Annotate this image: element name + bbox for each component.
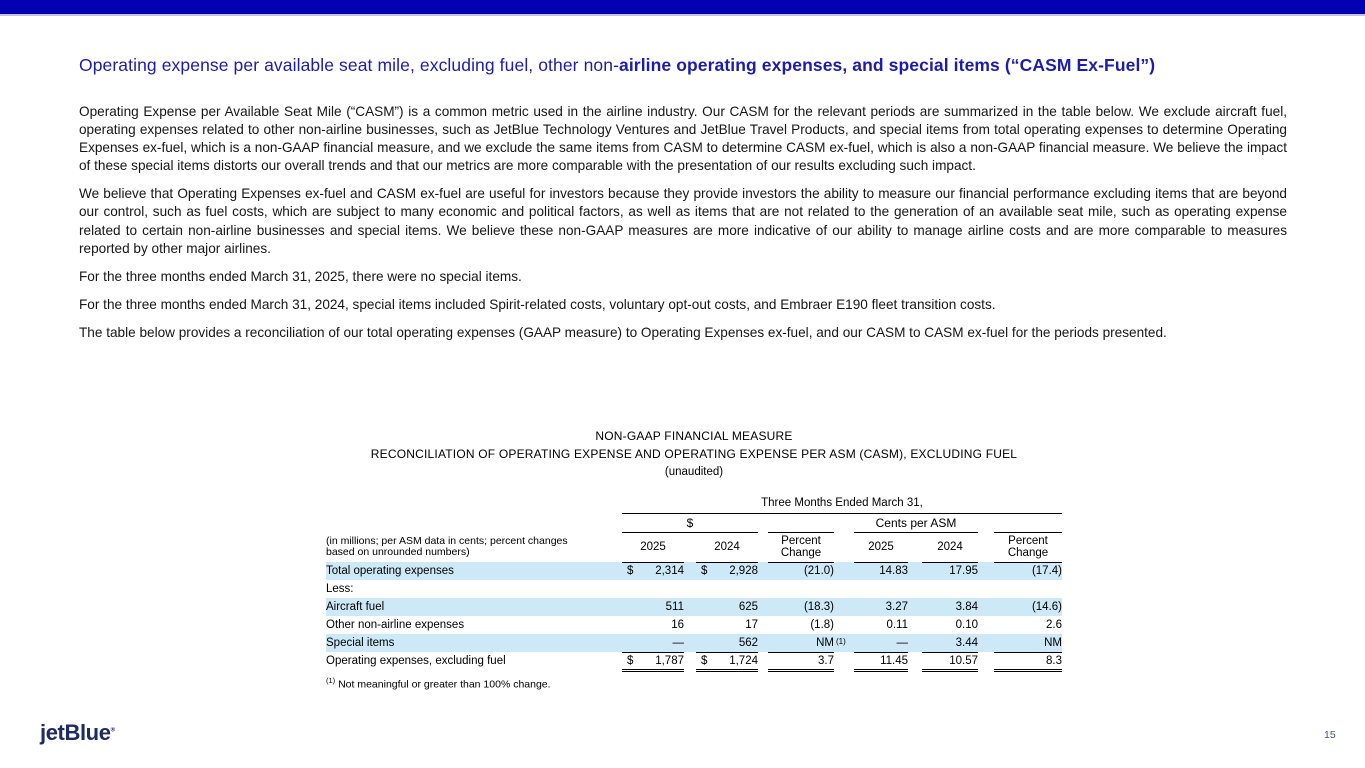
dollar-sign: $ — [627, 565, 634, 578]
page-title-regular: Operating expense per available seat mile, excluding fuel, other non- — [79, 55, 619, 75]
cell-cents-2025: 14.83 — [879, 565, 908, 578]
row-operating-expenses-excluding-fuel — [326, 652, 1062, 670]
row-special-items — [326, 634, 1062, 652]
page-title — [79, 54, 1287, 77]
col-header-dollar-2024: 2024 — [696, 532, 758, 562]
cell-dollar-2024: $ 1,724 — [696, 652, 758, 670]
table-title-unaudited: (unaudited) — [664, 466, 724, 478]
cell-dollar-2024: 562 — [696, 634, 758, 652]
percent-change-rule-2 — [994, 513, 1062, 532]
row-label: Other non-airline expenses — [326, 619, 465, 631]
cell-dollar-2024: $ 2,928 — [701, 565, 758, 578]
cell-cents-2025: — — [854, 634, 908, 652]
slide-content — [0, 16, 1365, 342]
table-title-line2: RECONCILIATION OF OPERATING EXPENSE AND OPERATING EXPENSE PER ASM (CASM), EXCLUDING FUEL — [370, 447, 1018, 461]
table-units-note — [326, 532, 622, 562]
top-accent-bar — [0, 0, 1365, 16]
col-header-percent-change-dollar: Percent Change — [768, 532, 834, 562]
dollar-sign: $ — [701, 654, 708, 667]
col-header-cents-2024: 2024 — [922, 532, 978, 562]
units-note-line2: based on unrounded numbers) — [326, 546, 470, 558]
cell-percent-change-cents: NM — [994, 634, 1062, 652]
cell-percent-change-dollar: (1.8) — [810, 619, 834, 631]
cell-cents-2024: 10.57 — [922, 652, 978, 670]
cents-per-asm-group-header: Cents per ASM — [854, 513, 978, 532]
paragraph-table-intro: The table below provides a reconciliation of our total operating expenses (GAAP measure) to Operating Expenses ex-fuel, and our CASM to CASM ex-fuel for the periods presented. — [79, 324, 1167, 340]
page-number: 15 — [1324, 729, 1336, 741]
row-label: Aircraft fuel — [326, 601, 385, 613]
jetblue-logo: jetBlue® — [40, 720, 115, 745]
paragraph-investor-usefulness: We believe that Operating Expenses ex-fuel and CASM ex-fuel are useful for investors because they provide investors the ability to measure our financial performance excluding items that are beyond our control, such as fuel costs, which are subject to many economic and political factors, as well as items that are not related to the generation of an available seat mile, such as operating expense related to certain non-airline businesses and special items. We believe these non-GAAP measures are more indicative of our ability to manage airline costs and are more comparable to measures reported by other major airlines. — [79, 186, 1287, 256]
cell-dollar-2024: 625 — [738, 601, 758, 613]
table-header-group-row — [326, 513, 1062, 532]
paragraph-casm-definition: Operating Expense per Available Seat Mile (“CASM”) is a common metric used in the airline industry. Our CASM for the relevant periods are summarized in the table below. We exclude aircraft fuel, operating expenses related to other non-airline businesses, such as JetBlue Technology Ventures and JetBlue Travel Products, and special items from total operating expenses to determine Operating Expenses ex-fuel, which is a non-GAAP financial measure, and we exclude the same items from CASM to determine CASM ex-fuel, which is also a non-GAAP financial measure. We believe the impact of these special items distorts our overall trends and that our metrics are more comparable with the presentation of our results excluding such impact. — [79, 104, 1287, 174]
row-label: Less: — [326, 583, 354, 595]
paragraph-2024-special-items: For the three months ended March 31, 2024, special items included Spirit-related costs, voluntary opt-out costs, and Embraer E190 fleet transition costs. — [79, 296, 996, 312]
cell-dollar-2025: 16 — [671, 619, 684, 631]
registered-mark: ® — [110, 727, 115, 734]
reconciliation-table — [326, 493, 1062, 672]
table-header-span-row — [326, 493, 1062, 513]
row-label: Total operating expenses — [326, 565, 454, 577]
table-footnote: $^{(1)}$ Not meaningful or greater than 100% change. — [326, 675, 551, 690]
row-total-operating-expenses — [326, 562, 1062, 580]
table-title-line1: NON-GAAP FINANCIAL MEASURE — [595, 429, 793, 443]
cell-dollar-2025: $ 1,787 — [622, 652, 684, 670]
row-aircraft-fuel — [326, 598, 1062, 616]
cell-cents-2025: 11.45 — [854, 652, 908, 670]
row-other-non-airline-expenses — [326, 616, 1062, 634]
cell-percent-change-dollar: (21.0) — [803, 565, 834, 578]
dollar-group-header: $ — [622, 513, 758, 532]
footnote-marker: (1) — [836, 637, 846, 646]
table-header-year-row — [326, 532, 1062, 562]
header-spacer — [326, 493, 622, 513]
cell-percent-change-dollar: 3.7 — [768, 652, 834, 670]
three-months-header: Three Months Ended March 31, — [622, 493, 1062, 513]
cell-cents-2024: 0.10 — [955, 619, 978, 631]
col-header-dollar-2025: 2025 — [622, 532, 684, 562]
footnote-marker: (1) — [326, 675, 336, 685]
cell-cents-2025: 0.11 — [886, 619, 908, 631]
cell-percent-change-cents: 8.3 — [994, 652, 1062, 670]
row-less — [326, 580, 1062, 598]
reconciliation-table-section — [326, 427, 1062, 690]
col-header-percent-change-cents: Percent Change — [994, 532, 1062, 562]
cell-dollar-2024: 17 — [745, 619, 758, 631]
cell-dollar-2025: — — [622, 634, 684, 652]
paragraph-2025-special-items: For the three months ended March 31, 2025, there were no special items. — [79, 268, 522, 284]
cell-percent-change-cents: 2.6 — [1046, 619, 1062, 631]
cell-percent-change-dollar: (18.3) — [803, 601, 834, 613]
page-title-bold: airline operating expenses, and special items (“CASM Ex-Fuel”) — [619, 55, 1156, 75]
cell-dollar-2025: $ 2,314 — [627, 565, 684, 578]
cell-percent-change-cents: (17.4) — [1031, 565, 1062, 578]
dollar-sign: $ — [627, 654, 634, 667]
cell-cents-2024: 3.44 — [922, 634, 978, 652]
cell-dollar-2025: 511 — [665, 601, 684, 613]
row-label: Special items — [326, 637, 395, 649]
units-note-line1: (in millions; per ASM data in cents; percent changes — [326, 534, 568, 547]
cell-cents-2024: 17.95 — [949, 565, 978, 578]
cell-percent-change-cents: (14.6) — [1031, 601, 1062, 613]
col-header-cents-2025: 2025 — [854, 532, 908, 562]
percent-change-rule-1 — [768, 513, 834, 532]
cell-cents-2025: 3.27 — [885, 601, 908, 613]
dollar-sign: $ — [701, 565, 708, 578]
cell-cents-2024: 3.84 — [955, 601, 978, 613]
row-label: Operating expenses, excluding fuel — [326, 655, 506, 667]
cell-percent-change-dollar: NM (1) — [768, 634, 834, 652]
